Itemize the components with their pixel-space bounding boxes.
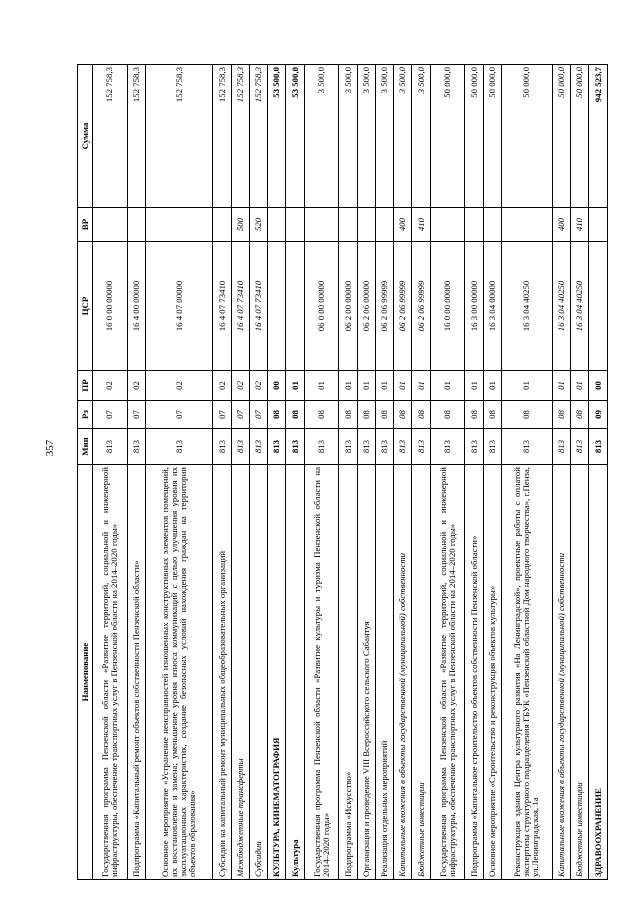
cell-sum: 942 523,7	[589, 65, 608, 208]
cell-rz: 07	[93, 401, 128, 429]
cell-sum: 3 500,0	[394, 65, 412, 208]
cell-vr	[145, 208, 213, 242]
cell-name: Государственная программа Пензенской области «Развитие территорий, социальной и инженерной инфраструктуры, обеспечение транспортных услуг в Пензенской области на 2014–2020 годы»	[430, 465, 465, 880]
cell-rz: 07	[213, 401, 231, 429]
table-row	[465, 65, 483, 880]
header-row	[78, 65, 93, 880]
cell-name: Межбюджетные трансферты	[231, 465, 249, 880]
table-row	[394, 65, 412, 880]
cell-vr	[375, 208, 393, 242]
cell-rz: 08	[375, 401, 393, 429]
cell-vr: 500	[231, 208, 249, 242]
cell-min: 813	[430, 429, 465, 465]
cell-csr: 16 4 07 73410	[213, 242, 231, 371]
table-row	[268, 65, 286, 880]
cell-min: 813	[483, 429, 501, 465]
cell-name: Субсидии	[249, 465, 267, 880]
cell-min: 813	[249, 429, 267, 465]
cell-pr: 01	[357, 371, 375, 401]
cell-sum: 50 000,0	[430, 65, 465, 208]
table-row	[93, 65, 128, 880]
table-row	[375, 65, 393, 880]
cell-rz: 08	[286, 401, 304, 429]
cell-rz: 07	[249, 401, 267, 429]
cell-pr: 01	[571, 371, 589, 401]
cell-name: Субсидии на капитальный ремонт муниципальных общеобразовательных организаций	[213, 465, 231, 880]
cell-sum: 3 500,0	[357, 65, 375, 208]
cell-name: Основное мероприятие «Устранение неисправностей изношенных конструктивных элементов помещений, их восстановление и замена; уменьшение уровня износа коммуникаций с целью улучшения уровня их эксплуатационных характеристик, создание безопасных условий нахождения граждан на территории объектов образования»	[145, 465, 213, 880]
cell-rz: 08	[357, 401, 375, 429]
cell-min: 813	[357, 429, 375, 465]
cell-csr: 06 2 06 99999	[375, 242, 393, 371]
cell-pr: 02	[213, 371, 231, 401]
cell-pr: 00	[268, 371, 286, 401]
cell-rz: 08	[412, 401, 430, 429]
cell-name: Подпрограмма «Капитальный ремонт объектов собственности Пензенской области»	[127, 465, 145, 880]
cell-csr: 16 0 00 00000	[93, 242, 128, 371]
cell-csr: 16 3 04 40250	[571, 242, 589, 371]
cell-min: 813	[268, 429, 286, 465]
cell-rz: 09	[589, 401, 608, 429]
cell-pr: 02	[231, 371, 249, 401]
cell-rz: 08	[430, 401, 465, 429]
cell-pr: 01	[375, 371, 393, 401]
cell-pr: 01	[501, 371, 552, 401]
cell-vr	[501, 208, 552, 242]
table-row	[357, 65, 375, 880]
cell-min: 813	[127, 429, 145, 465]
cell-csr	[268, 242, 286, 371]
cell-csr: 06 2 06 99999	[412, 242, 430, 371]
cell-vr	[93, 208, 128, 242]
cell-csr: 16 4 07 73410	[249, 242, 267, 371]
cell-csr: 16 0 00 00000	[430, 242, 465, 371]
cell-vr	[589, 208, 608, 242]
cell-vr	[268, 208, 286, 242]
table-row	[213, 65, 231, 880]
cell-sum: 3 500,0	[375, 65, 393, 208]
cell-pr: 01	[412, 371, 430, 401]
cell-min: 813	[394, 429, 412, 465]
cell-vr	[213, 208, 231, 242]
table-row	[430, 65, 465, 880]
cell-vr	[304, 208, 339, 242]
cell-sum: 3 500,0	[339, 65, 357, 208]
cell-csr: 06 0 00 00000	[304, 242, 339, 371]
cell-pr: 01	[552, 371, 570, 401]
cell-min: 813	[304, 429, 339, 465]
col-header-csr: ЦСР	[78, 242, 93, 371]
cell-csr: 16 4 00 00000	[127, 242, 145, 371]
cell-rz: 07	[231, 401, 249, 429]
col-header-rz: Рз	[78, 401, 93, 429]
cell-rz: 08	[304, 401, 339, 429]
cell-name: Культура	[286, 465, 304, 880]
cell-sum: 152 758,3	[127, 65, 145, 208]
table-row	[249, 65, 267, 880]
cell-vr	[286, 208, 304, 242]
cell-pr: 01	[394, 371, 412, 401]
cell-sum: 152 758,3	[213, 65, 231, 208]
cell-rz: 08	[465, 401, 483, 429]
cell-name: ЗДРАВООХРАНЕНИЕ	[589, 465, 608, 880]
cell-name: Государственная программа Пензенской области «Развитие культуры и туризма Пензенской области на 2014–2020 годы»	[304, 465, 339, 880]
cell-rz: 08	[339, 401, 357, 429]
cell-min: 813	[589, 429, 608, 465]
cell-name: Основное мероприятие «Строительство и реконструкция объектов культуры»	[483, 465, 501, 880]
table-row	[589, 65, 608, 880]
cell-sum: 152 758,3	[231, 65, 249, 208]
cell-rz: 08	[571, 401, 589, 429]
cell-vr	[127, 208, 145, 242]
cell-vr	[483, 208, 501, 242]
cell-vr: 410	[412, 208, 430, 242]
cell-pr: 01	[286, 371, 304, 401]
table-row	[571, 65, 589, 880]
cell-vr: 400	[552, 208, 570, 242]
col-header-pr: ПР	[78, 371, 93, 401]
cell-csr	[286, 242, 304, 371]
cell-vr	[357, 208, 375, 242]
cell-min: 813	[465, 429, 483, 465]
cell-min: 813	[375, 429, 393, 465]
cell-pr: 01	[483, 371, 501, 401]
cell-csr	[589, 242, 608, 371]
cell-csr: 16 3 04 40250	[501, 242, 552, 371]
cell-sum: 50 000,0	[501, 65, 552, 208]
cell-name: Организация и проведение VIII Всероссийского сельского Сабантуя	[357, 465, 375, 880]
cell-sum: 3 500,0	[412, 65, 430, 208]
cell-pr: 01	[339, 371, 357, 401]
col-header-min: Мин	[78, 429, 93, 465]
cell-name: Реконструкция здания Центра культурного развития «На Ленинградской», проектные работы с оплатой экспертизы структурного подразделения ГБУК «Пензенский областной Дом народного творчества», г.Пенза, ул.Ленинградская, 1а	[501, 465, 552, 880]
cell-csr: 06 2 00 00000	[339, 242, 357, 371]
cell-min: 813	[213, 429, 231, 465]
cell-pr: 00	[589, 371, 608, 401]
cell-min: 813	[286, 429, 304, 465]
cell-name: Бюджетные инвестиции	[412, 465, 430, 880]
cell-pr: 01	[304, 371, 339, 401]
cell-rz: 08	[268, 401, 286, 429]
table-row	[304, 65, 339, 880]
cell-name: Бюджетные инвестиции	[571, 465, 589, 880]
table-row	[231, 65, 249, 880]
cell-min: 813	[93, 429, 128, 465]
cell-min: 813	[231, 429, 249, 465]
cell-min: 813	[339, 429, 357, 465]
col-header-vr: ВР	[78, 208, 93, 242]
cell-name: Государственная программа Пензенской области «Развитие территорий, социальной и инженерной инфраструктуры, обеспечение транспортных услуг в Пензенской области на 2014–2020 годы»	[93, 465, 128, 880]
cell-min: 813	[571, 429, 589, 465]
cell-vr: 520	[249, 208, 267, 242]
table-row	[339, 65, 357, 880]
cell-csr: 06 2 06 99999	[394, 242, 412, 371]
cell-csr: 16 3 04 40250	[552, 242, 570, 371]
cell-pr: 02	[249, 371, 267, 401]
table-row	[552, 65, 570, 880]
cell-vr: 400	[394, 208, 412, 242]
cell-rz: 08	[394, 401, 412, 429]
cell-sum: 50 000,0	[483, 65, 501, 208]
cell-min: 813	[145, 429, 213, 465]
cell-name: Подпрограмма «Капитальное строительство объектов собственности Пензенской области»	[465, 465, 483, 880]
table-row	[127, 65, 145, 880]
cell-csr: 16 3 00 00000	[465, 242, 483, 371]
cell-pr: 01	[465, 371, 483, 401]
table-row	[145, 65, 213, 880]
cell-name: Реализация отдельных мероприятий	[375, 465, 393, 880]
cell-sum: 50 000,0	[571, 65, 589, 208]
cell-vr	[430, 208, 465, 242]
cell-pr: 01	[430, 371, 465, 401]
cell-name: Капитальные вложения в объекты государственной (муниципальной) собственности	[394, 465, 412, 880]
cell-min: 813	[552, 429, 570, 465]
cell-csr: 16 4 07 73410	[231, 242, 249, 371]
cell-sum: 50 000,0	[465, 65, 483, 208]
cell-name: Подпрограмма «Искусство»	[339, 465, 357, 880]
table-row	[286, 65, 304, 880]
cell-name: КУЛЬТУРА, КИНЕМАТОГРАФИЯ	[268, 465, 286, 880]
col-header-name: Наименование	[78, 465, 93, 880]
cell-csr: 16 4 07 00000	[145, 242, 213, 371]
cell-name: Капитальные вложения в объекты государственной (муниципальной) собственности	[552, 465, 570, 880]
cell-csr: 06 2 06 00000	[357, 242, 375, 371]
table-row	[483, 65, 501, 880]
cell-sum: 152 758,3	[145, 65, 213, 208]
table-row	[412, 65, 430, 880]
rotated-table-container	[77, 65, 608, 880]
cell-vr	[339, 208, 357, 242]
cell-sum: 3 500,0	[304, 65, 339, 208]
cell-vr	[465, 208, 483, 242]
cell-rz: 07	[145, 401, 213, 429]
cell-csr: 16 3 04 00000	[483, 242, 501, 371]
cell-sum: 53 500,0	[268, 65, 286, 208]
cell-sum: 152 758,3	[249, 65, 267, 208]
cell-sum: 50 000,0	[552, 65, 570, 208]
cell-pr: 02	[93, 371, 128, 401]
cell-min: 813	[412, 429, 430, 465]
col-header-sum: Сумма	[78, 65, 93, 208]
cell-rz: 08	[552, 401, 570, 429]
budget-table	[77, 64, 608, 880]
table-row	[501, 65, 552, 880]
cell-min: 813	[501, 429, 552, 465]
page-number: 357	[44, 439, 56, 457]
cell-sum: 152 758,3	[93, 65, 128, 208]
cell-rz: 07	[127, 401, 145, 429]
cell-rz: 08	[501, 401, 552, 429]
cell-pr: 02	[145, 371, 213, 401]
cell-sum: 53 500,0	[286, 65, 304, 208]
cell-rz: 08	[483, 401, 501, 429]
cell-pr: 02	[127, 371, 145, 401]
cell-vr: 410	[571, 208, 589, 242]
